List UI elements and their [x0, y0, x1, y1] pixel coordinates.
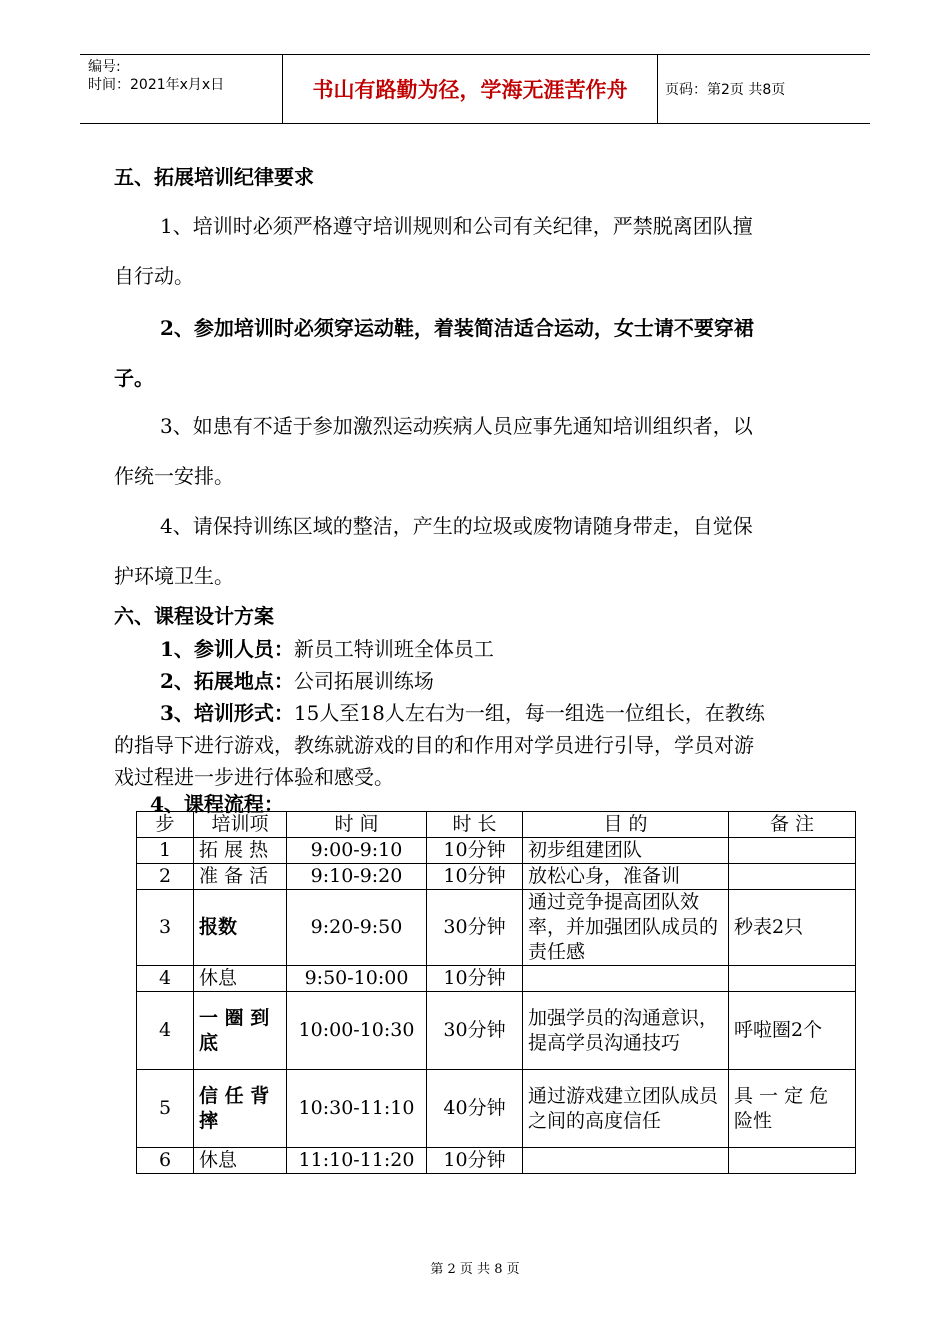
- location-value: 公司拓展训练场: [293, 669, 434, 693]
- note-cell: [729, 966, 856, 992]
- participants-line: [160, 633, 494, 662]
- note-cell: [729, 864, 856, 890]
- table-header-row: [137, 812, 856, 838]
- rule1-line2: 自行动。: [114, 264, 194, 288]
- page-footer: 第 2 页 共 8 页: [430, 1262, 520, 1277]
- page-header: [80, 54, 870, 124]
- table-row: [137, 992, 856, 1070]
- header-motto: 书山有路勤为径，学海无涯苦作舟: [282, 55, 658, 123]
- item-cell: 信 任 背 摔: [194, 1070, 287, 1148]
- duration-cell: 30分钟: [427, 992, 523, 1070]
- step-cell: 6: [137, 1148, 194, 1174]
- step-cell: 5: [137, 1070, 194, 1148]
- format-label: 3、培训形式：: [160, 701, 294, 725]
- time-cell: 10:00-10:30: [287, 992, 427, 1070]
- duration-cell: 10分钟: [427, 966, 523, 992]
- rule3-line2: 作统一安排。: [114, 464, 234, 488]
- rule2-line2: 子。: [114, 366, 154, 390]
- step-cell: 1: [137, 838, 194, 864]
- location-label: 2、拓展地点：: [160, 669, 294, 693]
- purpose-cell: 初步组建团队: [523, 838, 729, 864]
- step-cell: 4: [137, 966, 194, 992]
- duration-cell: 10分钟: [427, 1148, 523, 1174]
- table-row: [137, 838, 856, 864]
- format-text-1: 15人至18人左右为一组，每一组选一位组长，在教练: [293, 701, 765, 725]
- rule3-line1: 3、如患有不适于参加激烈运动疾病人员应事先通知培训组织者，以: [160, 414, 753, 438]
- header-cell: 备 注: [729, 812, 856, 838]
- time-cell: 9:20-9:50: [287, 890, 427, 966]
- course-flow-table: [136, 811, 856, 1174]
- rule2-line1: 2、参加培训时必须穿运动鞋，着装简洁适合运动，女士请不要穿裙: [160, 316, 754, 340]
- header-page-info: 页码：第2页 共8页: [665, 82, 786, 98]
- section5-title: 五、拓展培训纪律要求: [114, 165, 314, 189]
- header-cell: 时 长: [427, 812, 523, 838]
- note-cell: 秒表2只: [729, 890, 856, 966]
- item-cell: 一 圈 到 底: [194, 992, 287, 1070]
- time-cell: 11:10-11:20: [287, 1148, 427, 1174]
- duration-cell: 10分钟: [427, 838, 523, 864]
- purpose-cell: [523, 966, 729, 992]
- section6-title: 六、课程设计方案: [114, 604, 274, 628]
- location-line: [160, 665, 434, 694]
- item-cell: 报数: [194, 890, 287, 966]
- rule1-line1: 1、培训时必须严格遵守培训规则和公司有关纪律，严禁脱离团队擅: [160, 214, 753, 238]
- participants-label: 1、参训人员：: [160, 637, 294, 661]
- format-line2: 的指导下进行游戏，教练就游戏的目的和作用对学员进行引导，学员对游: [114, 733, 754, 757]
- purpose-cell: 通过游戏建立团队成员 之间的高度信任: [523, 1070, 729, 1148]
- step-cell: 4: [137, 992, 194, 1070]
- duration-cell: 10分钟: [427, 864, 523, 890]
- header-meta: [88, 58, 224, 94]
- header-cell: 目 的: [523, 812, 729, 838]
- header-cell: 培训项: [194, 812, 287, 838]
- document-number-label: 编号:: [88, 59, 121, 75]
- table-row: [137, 890, 856, 966]
- note-cell: [729, 838, 856, 864]
- purpose-cell: 加强学员的沟通意识，提高学员沟通技巧: [523, 992, 729, 1070]
- duration-cell: 40分钟: [427, 1070, 523, 1148]
- table-row: [137, 864, 856, 890]
- step-cell: 2: [137, 864, 194, 890]
- duration-cell: 30分钟: [427, 890, 523, 966]
- note-cell: 呼啦圈2个: [729, 992, 856, 1070]
- item-cell: 休息: [194, 1148, 287, 1174]
- purpose-cell: 通过竞争提高团队效率，并加强团队成员的责任感: [523, 890, 729, 966]
- flow-title: 4、课程流程：: [150, 792, 284, 816]
- document-date: 时间：2021年x月x日: [88, 77, 225, 93]
- step-cell: 3: [137, 890, 194, 966]
- format-line3: 戏过程进一步进行体验和感受。: [114, 765, 394, 789]
- purpose-cell: 放松心身，准备训: [523, 864, 729, 890]
- table-row: [137, 1070, 856, 1148]
- header-cell: 时 间: [287, 812, 427, 838]
- rule4-line2: 护环境卫生。: [114, 564, 234, 588]
- table-row: [137, 966, 856, 992]
- purpose-cell: [523, 1148, 729, 1174]
- time-cell: 9:10-9:20: [287, 864, 427, 890]
- note-cell: [729, 1148, 856, 1174]
- rule4-line1: 4、请保持训练区域的整洁，产生的垃圾或废物请随身带走，自觉保: [160, 514, 753, 538]
- time-cell: 9:50-10:00: [287, 966, 427, 992]
- note-cell: 具 一 定 危 险性: [729, 1070, 856, 1148]
- format-line1: [160, 697, 765, 726]
- item-cell: 休息: [194, 966, 287, 992]
- header-cell: 步: [137, 812, 194, 838]
- time-cell: 10:30-11:10: [287, 1070, 427, 1148]
- item-cell: 拓 展 热: [194, 838, 287, 864]
- item-cell: 准 备 活: [194, 864, 287, 890]
- time-cell: 9:00-9:10: [287, 838, 427, 864]
- table-row: [137, 1148, 856, 1174]
- participants-value: 新员工特训班全体员工: [293, 637, 494, 661]
